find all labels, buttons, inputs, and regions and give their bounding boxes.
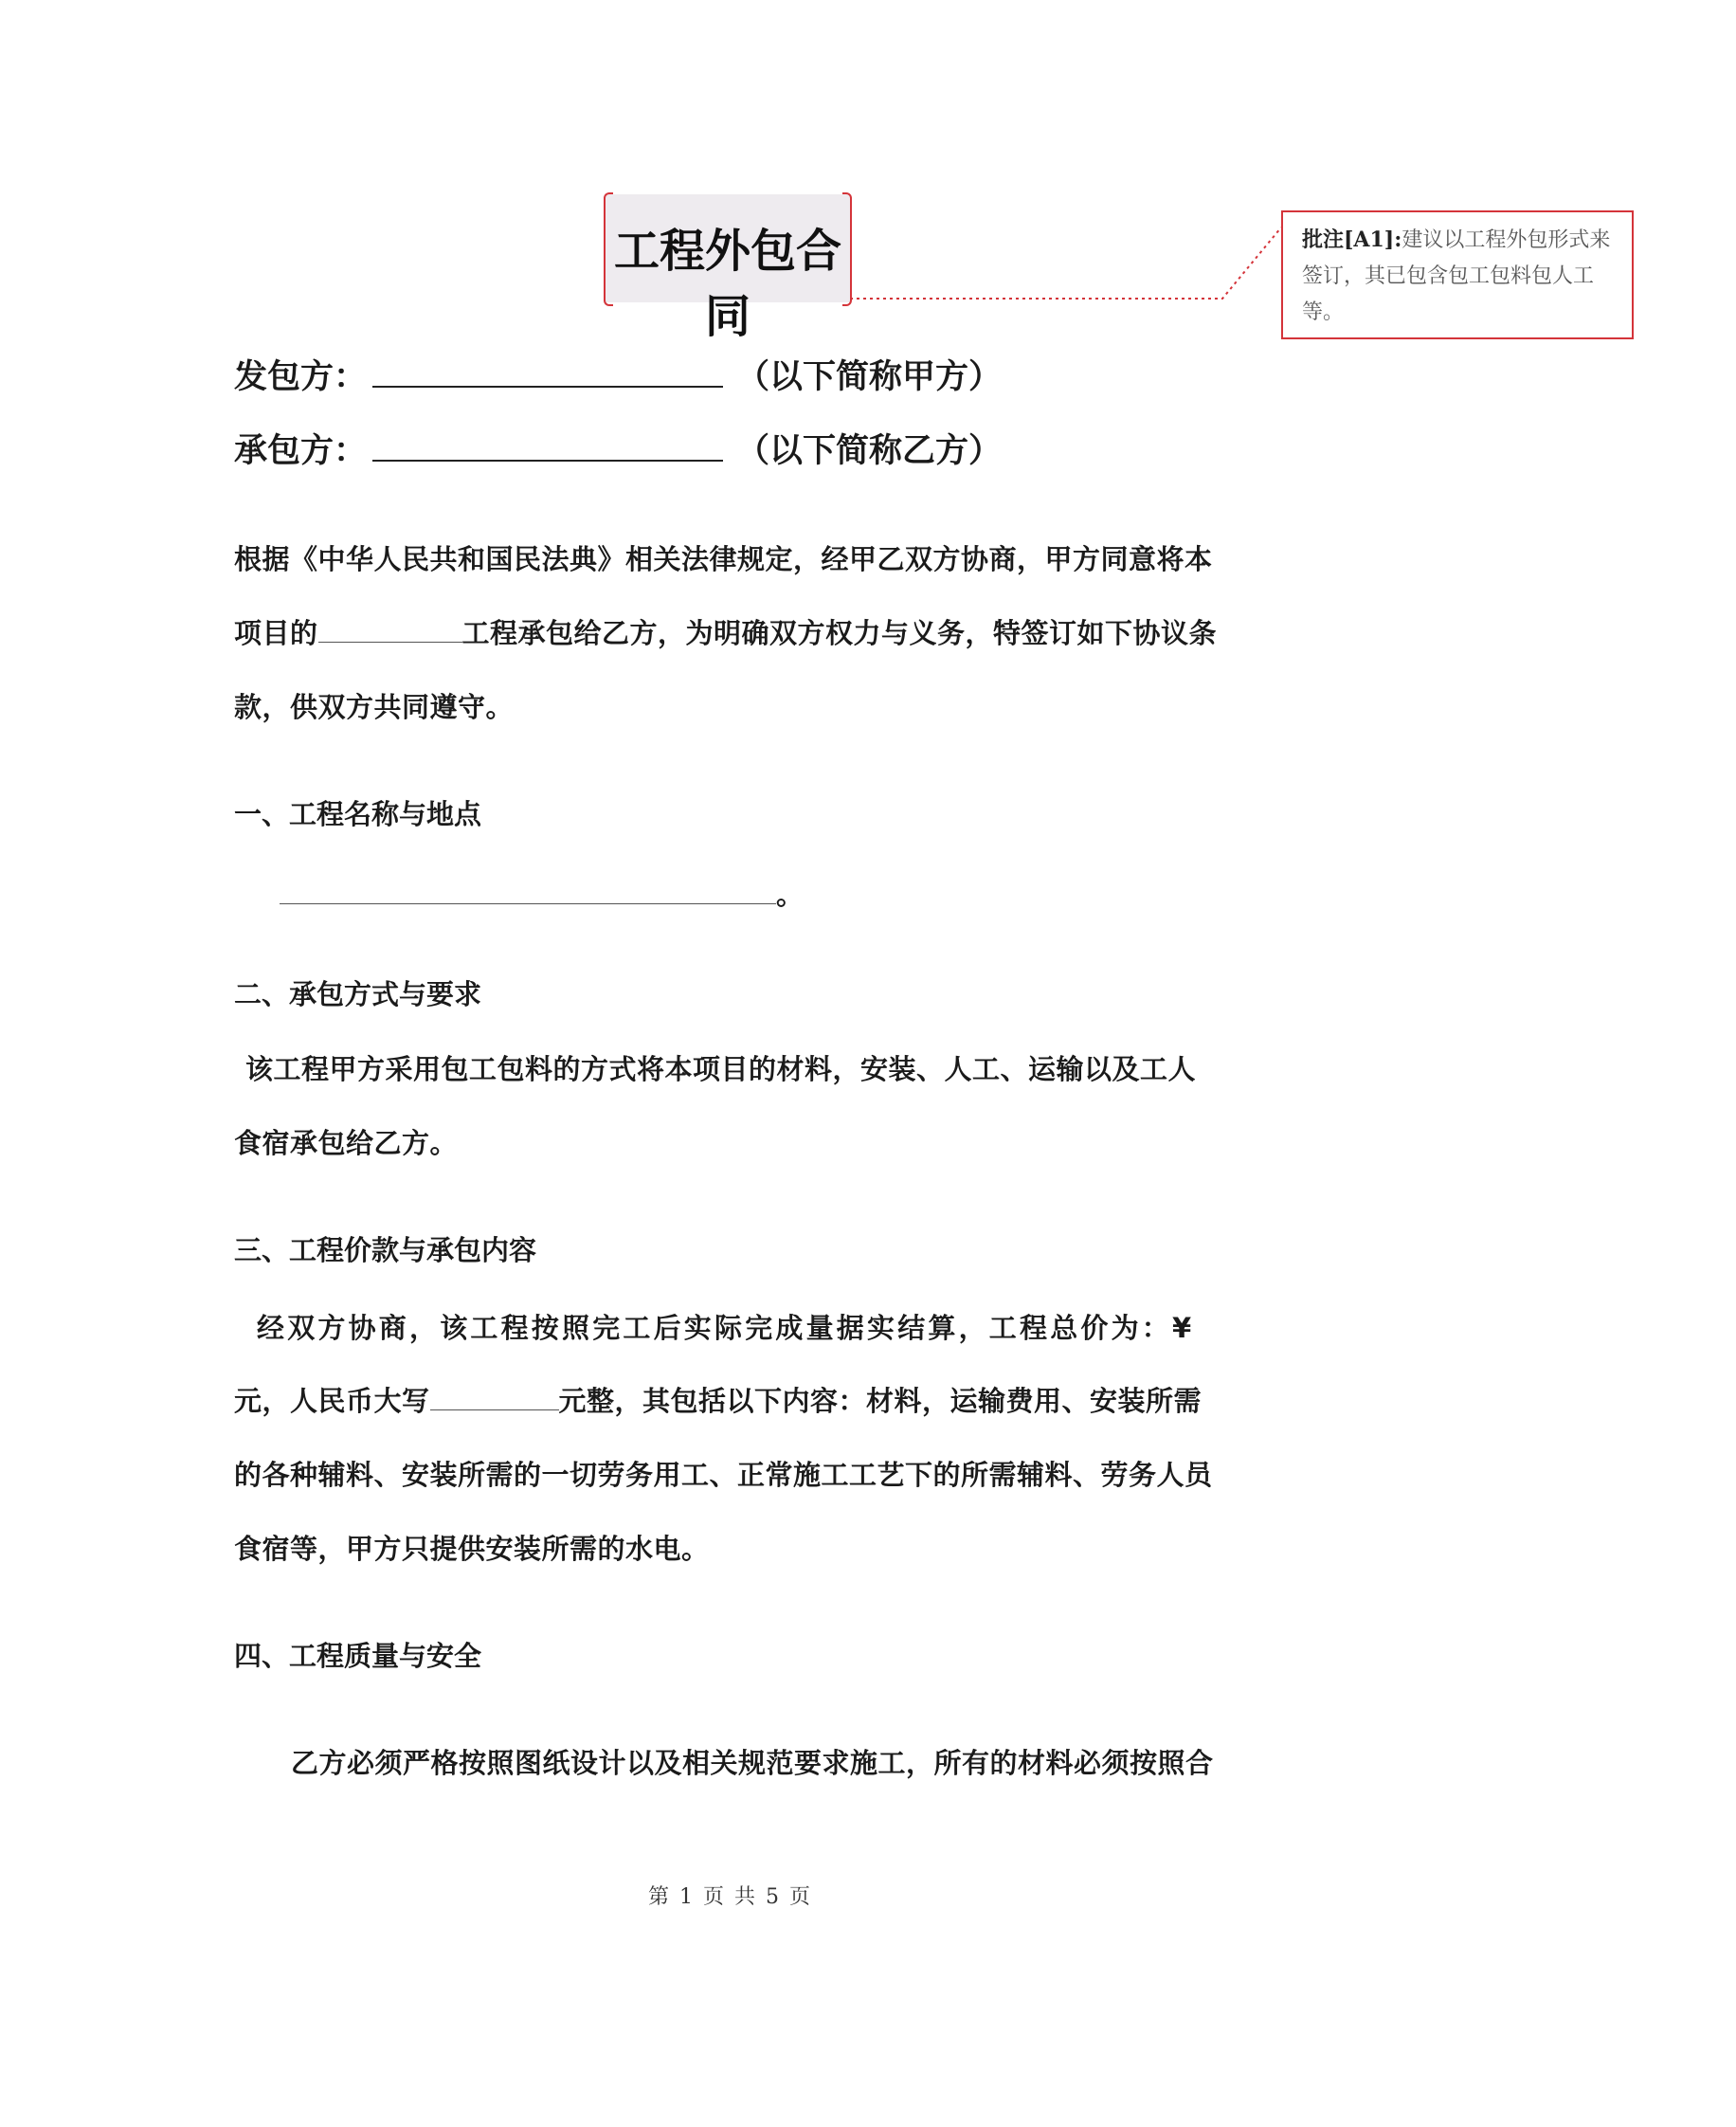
section-4-line-1: 乙方必须严格按照图纸设计以及相关规范要求施工，所有的材料必须按照合 <box>291 1747 1214 1779</box>
comment-label: 批注[A1]: <box>1302 227 1402 252</box>
contractor-blank[interactable] <box>372 433 723 462</box>
comment-balloon[interactable] <box>1281 210 1634 339</box>
intro-line-1: 根据《中华人民共和国民法典》相关法律规定，经甲乙双方协商，甲方同意将本 <box>234 543 1213 575</box>
section-2-heading: 二、承包方式与要求 <box>234 978 482 1010</box>
section-4-heading: 四、工程质量与安全 <box>234 1640 482 1672</box>
intro-line-2 <box>234 612 1217 651</box>
intro-line-2-b: 工程承包给乙方，为明确双方权力与义务，特签订如下协议条 <box>461 617 1218 649</box>
section-3-line-2 <box>234 1380 1202 1419</box>
section-3-line-1: 经双方协商，该工程按照完工后实际完成量据实结算，工程总价为：¥ <box>257 1312 1195 1344</box>
contractor-label: 承包方： <box>234 432 368 470</box>
section-3-line-4: 食宿等，甲方只提供安装所需的水电。 <box>234 1533 710 1565</box>
project-name-blank[interactable] <box>318 617 462 643</box>
section-3-heading: 三、工程价款与承包内容 <box>234 1234 537 1266</box>
comment-text-1: 建议以工程外包形式来 <box>1401 228 1611 252</box>
comment-text-3: 等。 <box>1302 300 1345 324</box>
intro-line-2-a: 项目的 <box>234 617 318 649</box>
employer-blank[interactable] <box>372 359 723 388</box>
section-2-line-1: 该工程甲方采用包工包料的方式将本项目的材料，安装、人工、运输以及工人 <box>245 1053 1197 1085</box>
employer-line <box>234 351 1002 398</box>
page-footer: 第 1 页 共 5 页 <box>648 1885 812 1909</box>
comment-text-2: 签订，其已包含包工包料包人工 <box>1302 264 1595 288</box>
employer-suffix: （以下简称甲方） <box>736 358 1003 396</box>
intro-line-3: 款，供双方共同遵守。 <box>234 691 515 723</box>
employer-label: 发包方： <box>234 358 368 396</box>
section-3-line-2-a: 元，人民币大写 <box>234 1385 430 1417</box>
section-3-line-3: 的各种辅料、安装所需的一切劳务用工、正常施工工艺下的所需辅料、劳务人员 <box>234 1459 1213 1491</box>
document-title: 工程外包合同 <box>613 225 841 343</box>
section-3-line-2-b: 元整，其包括以下内容：材料，运输费用、安装所需 <box>558 1385 1203 1417</box>
section-1-line <box>280 874 805 913</box>
section-1-heading: 一、工程名称与地点 <box>234 798 482 830</box>
amount-words-blank[interactable] <box>430 1385 559 1410</box>
section-1-tail: 。 <box>776 879 805 911</box>
section-2-line-2: 食宿承包给乙方。 <box>234 1127 459 1159</box>
contractor-suffix: （以下简称乙方） <box>736 432 1003 470</box>
contractor-line <box>234 425 1002 472</box>
project-location-blank[interactable] <box>280 879 776 904</box>
